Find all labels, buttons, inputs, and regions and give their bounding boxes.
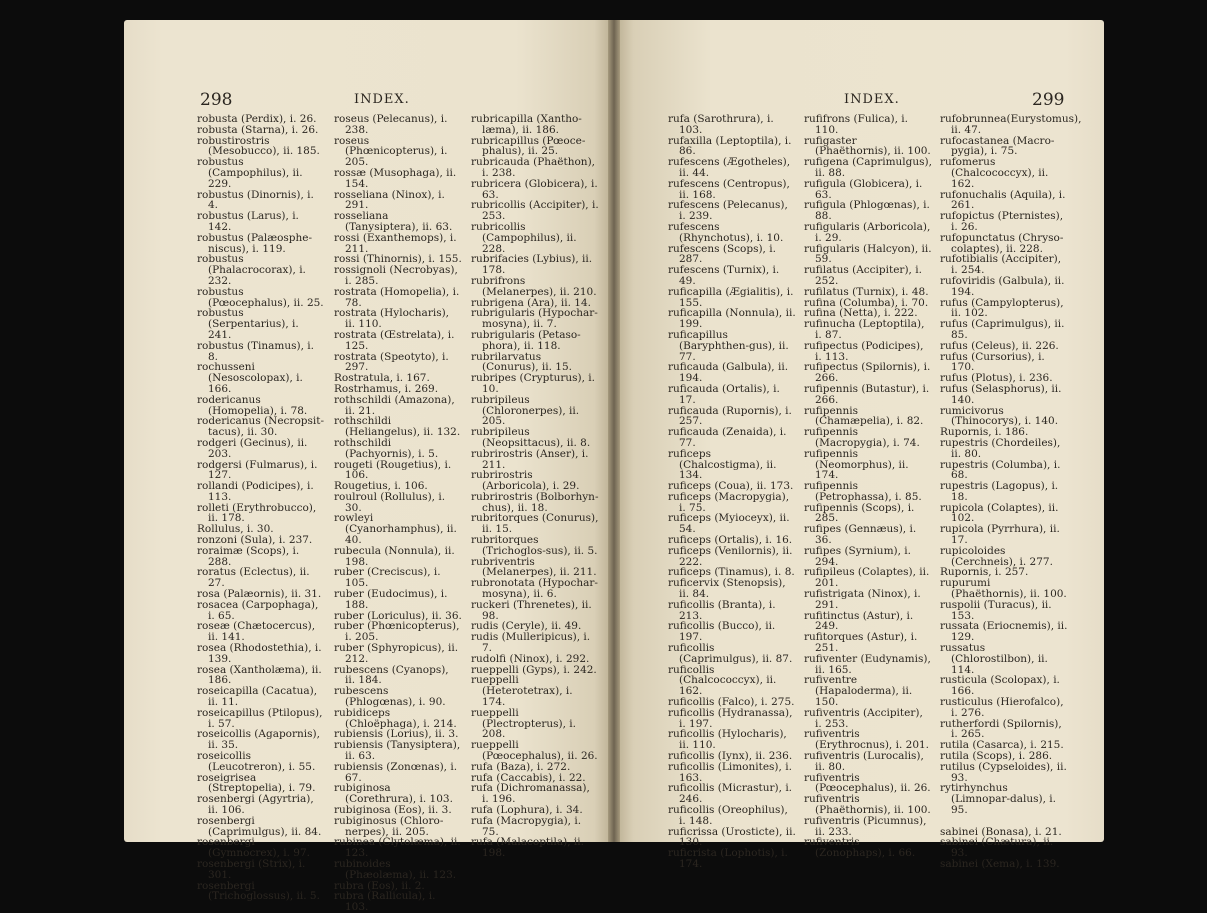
index-entry: ruficeps (Tinamus), i. 8.	[668, 566, 795, 579]
index-entry: rufifrons (Fulica), i. 110.	[804, 113, 908, 136]
index-entry: rubritorques (Conurus), ii. 15.	[471, 512, 599, 536]
index-entry: rufiventer (Eudynamis), ii. 165.	[804, 652, 931, 676]
index-entry: rutila (Casarca), i. 215.	[940, 739, 1064, 752]
index-entry: rufescens (Scops), i. 287.	[668, 242, 776, 266]
index-entry: russata (Eriocnemis), ii. 129.	[940, 620, 1068, 644]
index-entry: russatus (Chlorostilbon), ii. 114.	[940, 642, 1048, 676]
index-entry: rufistrigata (Ninox), i. 291.	[804, 588, 921, 611]
index-entry: rubricollis (Accipiter), i. 253.	[471, 199, 599, 223]
index-entry: ronzoni (Sula), i. 237.	[197, 534, 313, 547]
index-entry: rufipennis (Scops), i. 285.	[804, 501, 915, 525]
index-entry: rufipes (Syrnium), i. 294.	[804, 544, 911, 568]
index-entry: ruber (Eudocimus), i. 188.	[334, 588, 448, 611]
index-entry	[940, 816, 1068, 827]
index-entry: ruficrista (Lophotis), i. 174.	[668, 847, 788, 870]
index-entry: rufa (Lophura), i. 34.	[471, 804, 583, 816]
index-entry: rumicivorus (Thinocorys), i. 140.	[940, 404, 1059, 428]
index-entry: robustus (Campophilus), ii. 229.	[197, 156, 303, 190]
index-entry: rothschildi (Amazona), ii. 21.	[334, 393, 455, 417]
index-entry: sabinei (Bonasa), i. 21.	[940, 825, 1062, 838]
index-entry: rufus (Selasphorus), ii. 140.	[940, 382, 1062, 406]
index-entry: ruficauda (Ortalis), i. 17.	[668, 382, 780, 406]
index-entry: rufomerus (Chalcococcyx), ii. 162.	[940, 156, 1049, 190]
index-entry: rubricapillus (Pœoce-phalus), ii. 25.	[471, 134, 586, 158]
index-entry: rubiginosus (Chloro-nerpes), ii. 205.	[334, 814, 444, 838]
index-entry: rufonuchalis (Aquila), i. 261.	[940, 188, 1066, 212]
index-entry: rufa (Malacoptila), ii. 198.	[471, 836, 584, 860]
index-entry: rubrigena (Ara), ii. 14.	[471, 296, 591, 309]
index-entry: ruficapilla (Nonnula), ii. 199.	[668, 307, 796, 331]
index-entry: rufoviridis (Galbula), ii. 194.	[940, 274, 1065, 298]
index-entry: rupestris (Columba), i. 68.	[940, 458, 1061, 482]
index-entry: rubiginosa (Corethrura), i. 103.	[334, 782, 453, 806]
index-entry: robustus (Larus), i. 142.	[197, 210, 299, 233]
index-entry: rubrigularis (Petaso-phora), ii. 118.	[471, 328, 581, 352]
index-entry: rufa (Baza), i. 272.	[471, 760, 571, 773]
index-entry: rubriventris (Melanerpes), ii. 211.	[471, 555, 597, 579]
index-entry: roulroul (Rollulus), i. 30.	[334, 490, 446, 514]
index-entry: Rougetius, i. 106.	[334, 480, 428, 493]
index-entry: ruficollis (Oreophilus), i. 148.	[668, 804, 788, 827]
index-entry: rufus (Caprimulgus), ii. 85.	[940, 318, 1065, 341]
index-entry: rufopictus (Pternistes), i. 26.	[940, 210, 1064, 233]
index-column-1	[668, 114, 796, 870]
index-entry: rosenbergi (Agyrtria), ii. 106.	[197, 793, 314, 816]
index-entry: ruficollis (Iynx), ii. 236.	[668, 750, 793, 763]
index-entry: rufipennis (Petrophassa), i. 85.	[804, 480, 922, 503]
index-entry: rosea (Rhodostethia), i. 139.	[197, 642, 322, 665]
index-entry: roseus (Pelecanus), i. 238.	[334, 113, 448, 136]
index-entry: rufa (Caccabis), i. 22.	[471, 771, 586, 784]
index-entry: rossignoli (Necrobyas), i. 285.	[334, 264, 458, 287]
index-entry: robustus (Tinamus), i. 8.	[197, 339, 314, 363]
index-entry: rubricera (Globicera), i. 63.	[471, 177, 598, 201]
running-head: INDEX.	[844, 92, 900, 107]
index-entry: ruficollis (Hydranassa), i. 197.	[668, 706, 793, 730]
index-entry: rufiventris (Zonophaps), i. 66.	[804, 836, 916, 860]
index-entry: rossi (Thinornis), i. 155.	[334, 253, 462, 266]
index-entry: rufobrunnea(Eurystomus), ii. 47.	[940, 113, 1082, 136]
index-entry: rubiensis (Lorius), ii. 3.	[334, 728, 459, 741]
index-entry: robustus (Phalacrocorax), i. 232.	[197, 253, 306, 287]
index-entry: ruficauda (Galbula), ii. 194.	[668, 361, 789, 385]
index-entry: rubiensis (Tanysiptera), ii. 63.	[334, 739, 461, 763]
index-entry: rufitinctus (Astur), i. 249.	[804, 609, 914, 633]
index-entry: ruficeps (Venilornis), ii. 222.	[668, 544, 793, 568]
index-column-1	[197, 114, 325, 902]
index-entry: rufescens (Pelecanus), i. 239.	[668, 199, 788, 223]
index-entry: ruficollis (Hylocharis), ii. 110.	[668, 728, 787, 752]
index-entry: rubinoides (Phæolæma), ii. 123.	[334, 857, 457, 881]
page-number: 298	[200, 90, 233, 110]
index-entry: rufipennis (Butastur), i. 266.	[804, 382, 930, 406]
index-entry: rufigula (Globicera), i. 63.	[804, 177, 923, 201]
index-entry: rosenbergi (Gymnocrex), i. 97.	[197, 836, 310, 860]
index-entry: ruficrissa (Urosticte), ii. 130.	[668, 825, 796, 849]
index-entry: robustus (Dinornis), i. 4.	[197, 188, 314, 212]
index-entry: rufus (Cursorius), i. 170.	[940, 350, 1045, 374]
index-entry: rutila (Scops), i. 286.	[940, 750, 1053, 763]
index-entry: sabinei (Xema), i. 139.	[940, 857, 1060, 870]
index-entry: rosseliana (Tanysiptera), ii. 63.	[334, 210, 453, 233]
index-entry: rollandi (Podicipes), i. 113.	[197, 480, 314, 503]
index-entry: rostrata (Œstrelata), i. 125.	[334, 328, 455, 352]
index-entry: rufescens (Turnix), i. 49.	[668, 264, 780, 287]
index-entry: rubiginosa (Eos), ii. 3.	[334, 804, 452, 816]
index-entry: ruficollis (Bucco), ii. 197.	[668, 620, 776, 644]
index-entry: ruficollis (Limonites), i. 163.	[668, 760, 792, 784]
index-entry: rufiventris (Lurocalis), ii. 80.	[804, 750, 924, 773]
index-entry: rosacea (Carpophaga), i. 65.	[197, 598, 319, 622]
index-entry: rutilus (Cypseloides), ii. 93.	[940, 760, 1067, 784]
left-page	[124, 20, 614, 913]
index-entry: rupestris (Chordeiles), ii. 80.	[940, 436, 1061, 460]
index-entry: rufotibialis (Accipiter), i. 254.	[940, 253, 1062, 277]
index-entry: sabinei (Chætura), ii. 93.	[940, 836, 1054, 860]
index-entry: rubrirostris (Arboricola), i. 29.	[471, 469, 580, 493]
index-entry: rubiensis (Zonœnas), i. 67.	[334, 760, 458, 784]
index-entry: rufiventris (Phaëthornis), ii. 100.	[804, 793, 931, 816]
index-entry: rufigena (Caprimulgus), ii. 88.	[804, 156, 932, 179]
index-entry: rubinea (Clytolæma), ii. 123.	[334, 836, 461, 860]
index-entry: ruficollis (Falco), i. 275.	[668, 696, 795, 709]
index-entry: rufigula (Phlogœnas), i. 88.	[804, 199, 930, 223]
index-entry: rufiventre (Hapaloderma), ii. 150.	[804, 674, 913, 709]
index-entry: rueppelli (Gyps), i. 242.	[471, 663, 597, 676]
index-entry: rosenbergi (Trichoglossus), ii. 5.	[197, 879, 320, 903]
index-entry: robustirostris (Mesobucco), ii. 185.	[197, 134, 320, 158]
index-entry: rubrirostris (Anser), i. 211.	[471, 447, 589, 471]
index-column-2	[334, 114, 462, 913]
index-entry: ruficapillus (Baryphthen-gus), ii. 77.	[668, 328, 789, 363]
index-entry: rufa (Sarothrura), i. 103.	[668, 113, 774, 136]
index-entry: roseæ (Chætocercus), ii. 141.	[197, 620, 316, 644]
index-entry: rufipennis (Neomorphus), ii. 174.	[804, 447, 909, 482]
index-entry: rubronotata (Hypochar-mosyna), ii. 6.	[471, 577, 598, 601]
index-entry: rudis (Ceryle), ii. 49.	[471, 620, 582, 633]
index-entry: rupicola (Pyrrhura), ii. 17.	[940, 523, 1060, 547]
index-entry: rowleyi (Cyanorhamphus), ii. 40.	[334, 512, 457, 547]
running-head: INDEX.	[354, 92, 410, 107]
index-entry: ruficauda (Zenaida), i. 77.	[668, 426, 787, 449]
index-entry: rufinucha (Leptoptila), i. 87.	[804, 318, 925, 341]
index-entry: ruficeps (Myioceyx), ii. 54.	[668, 512, 790, 536]
index-entry: rubecula (Nonnula), ii. 198.	[334, 544, 455, 568]
index-entry: ruficollis (Chalcococcyx), ii. 162.	[668, 663, 777, 698]
index-entry: roseus (Phœnicopterus), i. 205.	[334, 134, 448, 169]
index-entry: rufaxilla (Leptoptila), i. 86.	[668, 134, 792, 158]
index-entry: ruficeps (Macropygia), i. 75.	[668, 490, 790, 514]
index-entry: rufa (Dichromanassa), i. 196.	[471, 782, 590, 806]
index-entry: rubrigularis (Hypochar-mosyna), ii. 7.	[471, 307, 598, 331]
index-entry: rossæ (Musophaga), ii. 154.	[334, 166, 457, 190]
index-entry: rupestris (Lagopus), i. 18.	[940, 480, 1059, 503]
index-entry: rodgersi (Fulmarus), i. 127.	[197, 458, 318, 482]
index-entry: rusticula (Scolopax), i. 166.	[940, 674, 1060, 698]
index-entry: ruficauda (Rupornis), i. 257.	[668, 404, 792, 428]
index-entry: Rupornis, i. 257.	[940, 566, 1029, 579]
index-entry: rubripileus (Chloronerpes), ii. 205.	[471, 393, 580, 428]
index-entry: rueppelli (Heterotetrax), i. 174.	[471, 674, 573, 709]
index-entry: ruficollis (Branta), i. 213.	[668, 598, 776, 622]
index-entry: rosa (Palæornis), ii. 31.	[197, 588, 322, 601]
index-entry: rufina (Netta), i. 222.	[804, 307, 918, 320]
index-entry: rufiventris (Pœocephalus), ii. 26.	[804, 771, 931, 795]
index-entry: ruckeri (Threnetes), ii. 98.	[471, 598, 592, 622]
index-entry: robusta (Starna), i. 26.	[197, 123, 319, 136]
index-entry: rubritorques (Trichoglos-sus), ii. 5.	[471, 534, 598, 557]
index-entry: roratus (Eclectus), ii. 27.	[197, 566, 310, 590]
right-page	[614, 20, 1104, 870]
index-entry: rufilatus (Accipiter), i. 252.	[804, 264, 922, 287]
index-entry: ruficollis (Micrastur), i. 246.	[668, 782, 793, 806]
index-entry: rusticulus (Hierofalco), i. 276.	[940, 696, 1064, 719]
index-entry: rueppelli (Plectropterus), i. 208.	[471, 706, 576, 741]
index-entry: roseicollis (Agapornis), ii. 35.	[197, 728, 320, 752]
index-entry: rubrifrons (Melanerpes), ii. 210.	[471, 274, 597, 298]
index-entry: rufescens (Centropus), ii. 168.	[668, 177, 790, 201]
index-entry: rubra (Eos), ii. 2.	[334, 879, 425, 892]
index-entry: rubricollis (Campophilus), ii. 228.	[471, 220, 577, 255]
index-entry: rostrata (Homopelia), i. 78.	[334, 285, 460, 309]
index-entry: rubrifacies (Lybius), ii. 178.	[471, 253, 593, 277]
index-entry: roraimæ (Scops), i. 288.	[197, 544, 300, 568]
index-entry: robustus (Serpentarius), i. 241.	[197, 307, 299, 341]
index-entry: rufina (Columba), i. 70.	[804, 296, 929, 309]
index-entry: rufus (Campylopterus), ii. 102.	[940, 296, 1064, 320]
index-entry: rubrilarvatus (Conurus), ii. 15.	[471, 350, 573, 374]
index-entry: rufipennis (Macropygia), i. 74.	[804, 426, 920, 449]
index-entry: Rostrhamus, i. 269.	[334, 382, 439, 395]
index-entry: rosenbergi (Strix), i. 301.	[197, 857, 306, 881]
index-entry: rufiventris (Erythrocnus), i. 201.	[804, 728, 930, 752]
index-entry: rolleti (Erythrobucco), ii. 178.	[197, 501, 317, 525]
index-entry: roseicapillus (Ptilopus), i. 57.	[197, 706, 323, 730]
index-entry: rothschildi (Heliangelus), ii. 132.	[334, 415, 461, 439]
index-entry: ruber (Sphyropicus), ii. 212.	[334, 642, 459, 665]
index-entry: rubricapilla (Xantho-læma), ii. 186.	[471, 113, 582, 136]
index-entry: rosea (Xantholæma), ii. 186.	[197, 663, 322, 687]
index-entry: Rupornis, i. 186.	[940, 426, 1029, 439]
index-entry: rubrirostris (Bolborhyn-chus), ii. 18.	[471, 490, 599, 514]
index-entry: rufilatus (Turnix), i. 48.	[804, 285, 929, 298]
index-entry: robustus (Pœocephalus), ii. 25.	[197, 285, 324, 309]
index-entry: roseicapilla (Cacatua), ii. 11.	[197, 685, 318, 709]
index-entry: ruficapilla (Ægialitis), i. 155.	[668, 285, 794, 309]
index-entry: Rollulus, i. 30.	[197, 523, 274, 536]
book-gutter	[608, 20, 620, 842]
index-entry: roseicollis (Leucotreron), i. 55.	[197, 750, 316, 773]
open-book	[124, 20, 1104, 913]
index-entry: rubidiceps (Chloëphaga), i. 214.	[334, 706, 457, 730]
index-entry: rostrata (Speotyto), i. 297.	[334, 350, 449, 374]
index-entry: Rostratula, i. 167.	[334, 372, 430, 385]
index-entry: rufipes (Gennæus), i. 36.	[804, 523, 917, 547]
page-number: 299	[1032, 90, 1065, 110]
index-entry: rufipectus (Podicipes), i. 113.	[804, 339, 924, 363]
index-entry: rupicola (Colaptes), ii. 102.	[940, 501, 1059, 525]
index-entry: rufocastanea (Macro-pygia), i. 75.	[940, 134, 1055, 158]
index-entry: ruficervix (Stenopsis), ii. 84.	[668, 577, 786, 601]
index-entry: rufopunctatus (Chryso-colaptes), ii. 228.	[940, 231, 1064, 255]
index-entry: ruficollis (Caprimulgus), ii. 87.	[668, 642, 793, 665]
index-entry: rufiventris (Picumnus), ii. 233.	[804, 814, 927, 838]
index-entry: rosenbergi (Caprimulgus), ii. 84.	[197, 814, 322, 838]
index-entry: rudis (Mulleripicus), i. 7.	[471, 631, 591, 655]
index-entry: rothschildi (Pachyornis), i. 5.	[334, 436, 439, 460]
index-entry: rupicoloides (Cerchneis), i. 277.	[940, 544, 1053, 568]
index-entry: rodgeri (Gecinus), ii. 203.	[197, 436, 308, 460]
index-column-3	[940, 113, 1082, 870]
index-entry: ruber (Phœnicopterus), i. 205.	[334, 620, 460, 644]
index-entry: rufiventris (Accipiter), i. 253.	[804, 706, 923, 730]
index-entry: rodericanus (Homopelia), i. 78.	[197, 393, 308, 417]
index-entry: rufigaster (Phaëthornis), ii. 100.	[804, 134, 931, 158]
index-entry: rubripes (Crypturus), i. 10.	[471, 372, 595, 395]
index-entry: rufipileus (Colaptes), ii. 201.	[804, 566, 930, 590]
index-column-3	[471, 114, 599, 859]
index-entry: rufescens (Rhynchotus), i. 10.	[668, 220, 784, 244]
index-entry: rubescens (Cyanops), ii. 184.	[334, 663, 449, 687]
index-entry: ruber (Loriculus), ii. 36.	[334, 609, 462, 622]
index-entry: rossi (Exanthemops), i. 211.	[334, 231, 457, 255]
index-column-2	[804, 114, 932, 859]
index-entry: robusta (Perdix), i. 26.	[197, 113, 317, 125]
index-entry: rufipennis (Chamæpelia), i. 82.	[804, 404, 924, 428]
index-entry: rodericanus (Necropsit-tacus), ii. 30.	[197, 415, 324, 439]
index-entry: rochusseni (Nesoscolopax), i. 166.	[197, 361, 303, 395]
index-entry: ruficeps (Coua), ii. 173.	[668, 480, 794, 493]
index-entry: rufa (Macropygia), i. 75.	[471, 814, 582, 838]
index-entry: rosseliana (Ninox), i. 291.	[334, 188, 445, 212]
index-entry: rufescens (Ægotheles), ii. 44.	[668, 156, 791, 179]
index-entry: rubra (Rallicula), i. 103.	[334, 890, 436, 913]
index-entry: roseigrisea (Streptopelia), i. 79.	[197, 771, 316, 795]
index-entry: rubescens (Phlogœnas), i. 90.	[334, 685, 446, 709]
index-entry: ruficeps (Chalcostigma), ii. 134.	[668, 447, 777, 482]
index-entry: rubricauda (Phaëthon), i. 238.	[471, 156, 596, 179]
index-entry: rufigularis (Arboricola), i. 29.	[804, 220, 931, 244]
index-entry: rueppelli (Pœocephalus), ii. 26.	[471, 739, 598, 763]
index-entry: rufitorques (Astur), i. 251.	[804, 631, 918, 655]
index-entry: ruficeps (Ortalis), i. 16.	[668, 534, 793, 547]
index-entry: rufus (Plotus), i. 236.	[940, 372, 1053, 385]
index-entry: rudolfi (Ninox), i. 292.	[471, 652, 590, 665]
index-entry: rupurumi (Phaëthornis), ii. 100.	[940, 577, 1067, 601]
index-entry: ruber (Creciscus), i. 105.	[334, 566, 441, 590]
index-entry: rougeti (Rougetius), i. 106.	[334, 458, 452, 482]
index-entry: rufipectus (Spilornis), i. 266.	[804, 361, 931, 385]
index-entry: rubripileus (Neopsittacus), ii. 8.	[471, 426, 591, 449]
index-entry: rytirhynchus (Limnopar-dalus), i. 95.	[940, 782, 1056, 816]
index-entry: rufus (Celeus), ii. 226.	[940, 339, 1059, 352]
index-entry: rostrata (Hylocharis), ii. 110.	[334, 307, 450, 331]
index-entry: ruspolii (Turacus), ii. 153.	[940, 598, 1052, 622]
index-entry: rufigularis (Halcyon), ii. 59.	[804, 242, 932, 266]
index-entry: robustus (Palæosphe-niscus), i. 119.	[197, 231, 313, 255]
index-entry: rutherfordi (Spilornis), i. 265.	[940, 717, 1062, 741]
